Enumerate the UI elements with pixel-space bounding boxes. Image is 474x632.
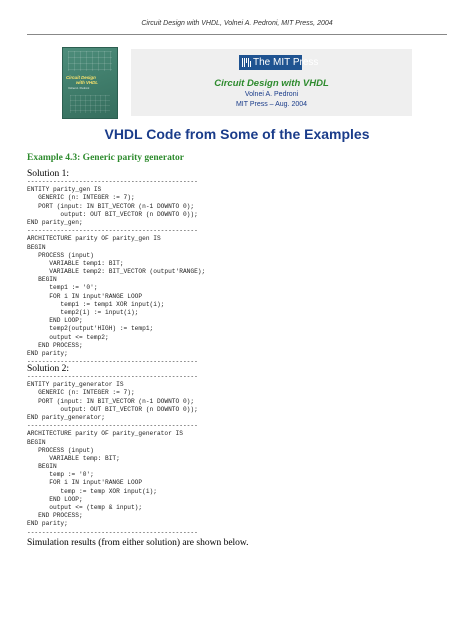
document-title: VHDL Code from Some of the Examples (104, 126, 370, 142)
solution-1-label: Solution 1: (27, 169, 69, 179)
book-author: Volnei A. Pedroni (244, 91, 299, 98)
cover-author: Volnei A. Pedroni (68, 86, 90, 90)
cover-pattern-top (68, 51, 112, 71)
solution-1-code: ---------------------------------------------- ENTITY parity_gen IS GENERIC (n: INTEGER := 7); PORT (input: IN BIT_VECTOR (n-1 DOWNTO 0); output: OUT BIT_VECTOR (n DOWNTO 0)); END parity_gen; ---------------------------------------------- ARCHITECTURE parity OF parity_gen IS BEGIN PROCESS (input) VARIABLE temp1: BIT; VARIABLE temp2: BIT_VECTOR (output'RANGE); BEGIN temp1 := '0'; FOR i IN input'RANGE LOOP temp1 := temp1 XOR input(i); temp2(i) := input(i); END LOOP; temp2(output'HIGH) := temp1; output <= temp2; END PROCESS; END parity; ---------------------------------------------- (27, 178, 206, 366)
closing-paragraph: Simulation results (from either solution) are shown below. (27, 538, 249, 548)
publisher-line: MIT Press – Aug. 2004 (235, 101, 308, 108)
solution-2-label: Solution 2: (27, 364, 69, 374)
running-header: Circuit Design with VHDL, Volnei A. Pedroni, MIT Press, 2004 (141, 20, 333, 27)
cover-pattern-bottom (70, 95, 110, 113)
cover-title-line1: Circuit Design (66, 75, 96, 80)
mit-logo-text: The MIT Press (253, 57, 319, 68)
example-heading: Example 4.3: Generic parity generator (27, 153, 184, 163)
book-title: Circuit Design with VHDL (214, 78, 329, 89)
header-rule (27, 34, 447, 35)
publisher-info-box (131, 49, 412, 116)
mit-press-logo (239, 55, 319, 70)
solution-2-code: ---------------------------------------------- ENTITY parity_generator IS GENERIC (n: INTEGER := 7); PORT (input: IN BIT_VECTOR (n-1 DOWNTO 0); output: OUT BIT_VECTOR (n DOWNTO 0)); END parity_generator; ---------------------------------------------- ARCHITECTURE parity OF parity_generator IS BEGIN PROCESS (input) VARIABLE temp: BIT; BEGIN temp := '0'; FOR i IN input'RANGE LOOP temp := temp XOR input(i); END LOOP; output <= (temp & input); END PROCESS; END parity; ---------------------------------------------- (27, 373, 198, 536)
book-cover-image (62, 47, 118, 119)
cover-title-line2: with VHDL (76, 80, 98, 85)
mit-bars-icon (242, 58, 251, 67)
